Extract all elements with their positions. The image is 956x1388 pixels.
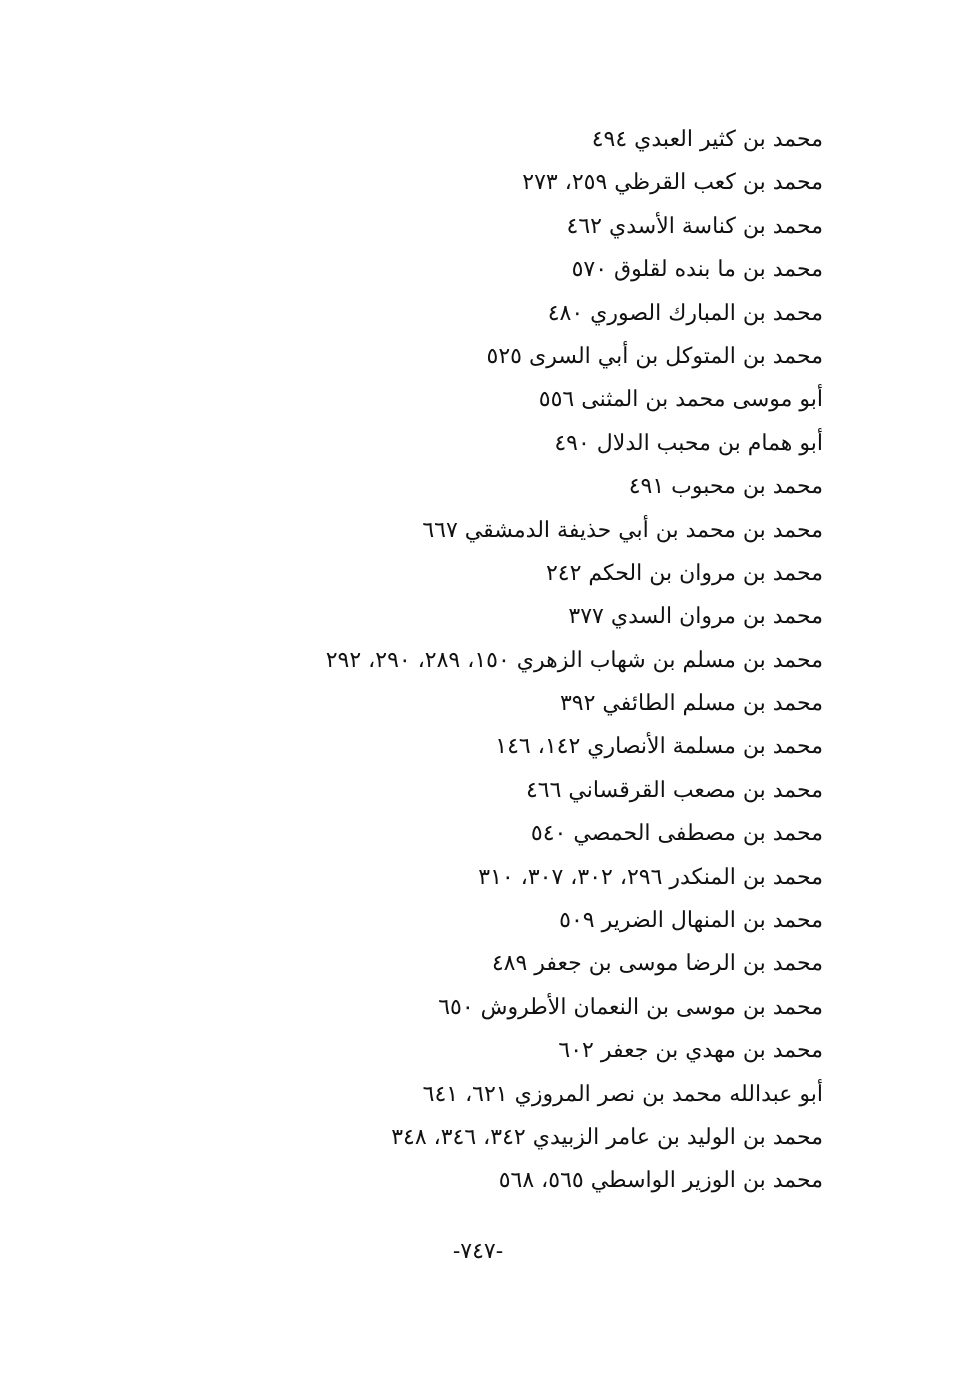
index-entry: محمد بن محمد بن أبي حذيفة الدمشقي ٦٦٧ bbox=[422, 517, 823, 543]
index-entry: محمد بن كثير العبدي ٤٩٤ bbox=[591, 127, 823, 152]
index-entry: أبو عبدالله محمد بن نصر المروزي ٦٢١، ٦٤١ bbox=[422, 1081, 823, 1107]
index-entry: محمد بن مروان بن الحكم ٢٤٢ bbox=[545, 560, 823, 586]
index-list bbox=[103, 118, 823, 1203]
index-entry: محمد بن كناسة الأسدي ٤٦٢ bbox=[566, 213, 823, 239]
index-entry: أبو همام بن محبب الدلال ٤٩٠ bbox=[554, 430, 823, 456]
index-entry: محمد بن مروان السدي ٣٧٧ bbox=[568, 604, 823, 630]
index-entry: محمد بن الوزير الواسطي ٥٦٥، ٥٦٨ bbox=[498, 1168, 823, 1194]
index-entry: محمد بن المنكدر ٢٩٦، ٣٠٢، ٣٠٧، ٣١٠ bbox=[478, 864, 823, 890]
index-entry: محمد بن المنهال الضرير ٥٠٩ bbox=[559, 908, 823, 934]
index-entry: محمد بن موسى بن النعمان الأطروش ٦٥٠ bbox=[438, 994, 823, 1020]
index-entry: محمد بن المبارك الصوري ٤٨٠ bbox=[547, 300, 823, 326]
index-entry: محمد بن مهدي بن جعفر ٦٠٢ bbox=[558, 1038, 823, 1064]
index-entry: محمد بن الرضا موسى بن جعفر ٤٨٩ bbox=[491, 951, 823, 977]
index-entry: محمد بن مسلم الطائفي ٣٩٢ bbox=[559, 691, 823, 717]
index-entry: محمد بن محبوب ٤٩١ bbox=[628, 474, 823, 500]
index-entry: أبو موسى محمد بن المثنى ٥٥٦ bbox=[538, 387, 823, 413]
page-number: -٧٤٧- bbox=[452, 1239, 504, 1264]
index-entry: محمد بن الوليد بن عامر الزبيدي ٣٤٢، ٣٤٦، ٣٤٨ bbox=[391, 1124, 823, 1150]
index-entry: محمد بن مسلمة الأنصاري ١٤٢، ١٤٦ bbox=[495, 734, 823, 760]
index-entry: محمد بن مصطفى الحمصي ٥٤٠ bbox=[530, 821, 823, 847]
index-entry: محمد بن ما بنده لقلوق ٥٧٠ bbox=[571, 257, 823, 283]
index-entry: محمد بن مسلم بن شهاب الزهري ١٥٠، ٢٨٩، ٢٩٠، ٢٩٢ bbox=[325, 647, 823, 673]
index-entry: محمد بن مصعب القرقساني ٤٦٦ bbox=[525, 777, 823, 803]
index-entry: محمد بن المتوكل بن أبي السرى ٥٢٥ bbox=[486, 343, 823, 369]
index-entry: محمد بن كعب القرظي ٢٥٩، ٢٧٣ bbox=[522, 170, 823, 196]
